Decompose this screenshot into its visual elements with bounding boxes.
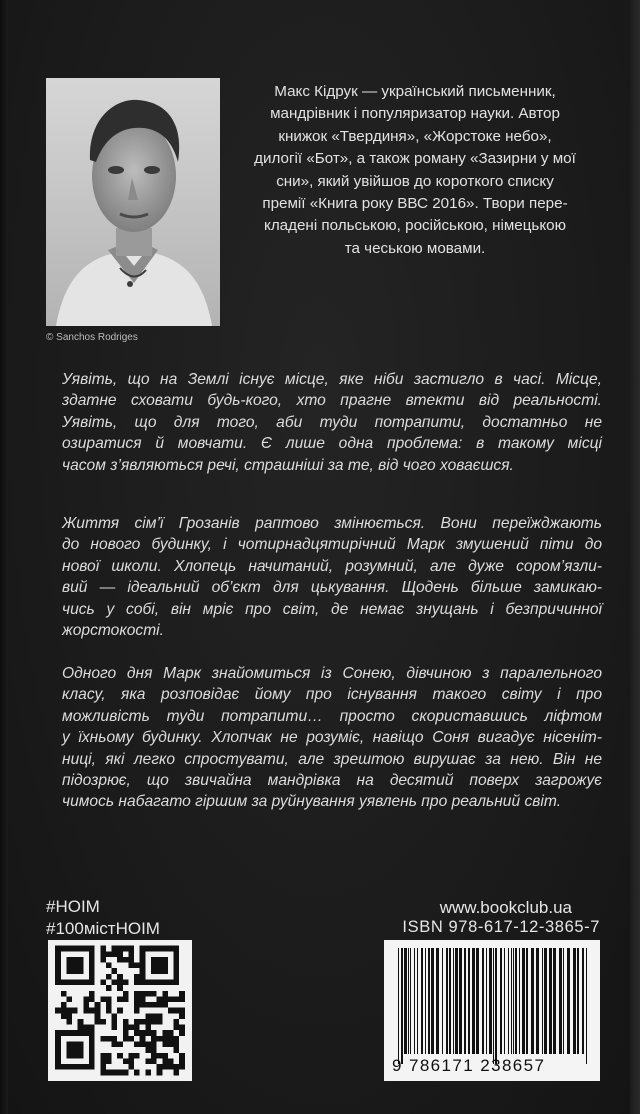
bio-line: Макс Кідрук — український письменник, xyxy=(274,83,556,100)
barcode-digits: 9 786171 238657 xyxy=(392,1056,546,1075)
blurb-line: нової школи. Хлопець начитаний, розумний, але дуже сором’язли- xyxy=(62,557,602,575)
hashtags xyxy=(46,896,160,940)
blurb-line: озиратися й мовчати. Є лише одна проблема: в такому місці xyxy=(62,435,602,453)
blurb-line: Уявіть, що для того, аби туди потрапити, достатньо не xyxy=(62,413,602,431)
blurb-line: часом з’являються речі, страшніші за те, від чого ховаєшся. xyxy=(62,456,514,474)
blurb-line: класу, яка розповідає йому про існування такого світу і про xyxy=(62,686,602,704)
author-photo xyxy=(46,78,220,326)
blurb-line: Одного дня Марк знайомиться із Сонею, дівчиною з паралельного xyxy=(62,665,602,682)
bio-line: сни», який увійшов до короткого списку xyxy=(276,172,554,190)
blurb-line: ниці, які легко спростувати, але зрештою вирушає за нею. Він не xyxy=(62,750,602,768)
blurb-line: вий — ідеальний об’єкт для цькування. Щодень більше замикаю- xyxy=(62,579,602,597)
blurb-line: чимось набагато гіршим за руйнування уявлень про реальний світ. xyxy=(62,793,562,811)
blurb-line: до нового будинку, і чотирнадцятирічний Марк змушений піти до xyxy=(62,536,602,554)
blurb-line: здатне сховати будь-кого, хто прагне втекти від реальності. xyxy=(62,392,602,410)
author-portrait-image xyxy=(46,78,220,326)
qr-code xyxy=(48,940,192,1081)
bio-line: премії «Книга року ВВС 2016». Твори пере- xyxy=(262,195,568,213)
blurb-line: у їхньому будинку. Хлопчак не розуміє, навіщо Соня вигадує нісеніт- xyxy=(62,729,602,747)
bio-line: та чеською мовами. xyxy=(344,239,486,257)
author-bio xyxy=(230,81,600,260)
isbn-number: ISBN 978-617-12-3865-7 xyxy=(402,918,600,936)
cover-edge-right xyxy=(630,0,640,1114)
blurb-line: чись у собі, він мріє про світ, де немає знущань і безпричинної xyxy=(62,600,602,618)
hashtag: #100містНОІМ xyxy=(46,919,160,938)
bio-line: кладені польською, російською, німецькою xyxy=(264,217,566,235)
blurb-paragraph-3 xyxy=(62,663,602,813)
cover-edge-left xyxy=(0,0,8,1114)
blurb-line: жорстокості. xyxy=(62,622,164,640)
blurb-paragraph-1 xyxy=(62,369,602,476)
bio-line: дилогії «Бот», а також роману «Зазирни у мої xyxy=(254,150,576,168)
blurb-line: Життя сім’ї Грозанів раптово змінюється. Вони переїжджають xyxy=(62,515,602,532)
publisher-website: www.bookclub.ua xyxy=(439,898,572,917)
qr-code-image xyxy=(48,940,192,1081)
photo-credit: © Sanchos Rodriges xyxy=(46,332,138,343)
hashtag: #НОІМ xyxy=(46,897,100,916)
blurb-paragraph-2 xyxy=(62,513,602,641)
blurb-line: Уявіть, що на Землі існує місце, яке ніби застигло в часі. Місце, xyxy=(62,371,602,388)
blurb-line: підозрює, що звичайна мандрівка на десятий поверх загрожує xyxy=(62,772,602,790)
blurb-line: можливість туди потрапити… просто скориставшись ліфтом xyxy=(62,707,602,725)
bio-line: мандрівник і популяризатор науки. Автор xyxy=(270,105,560,123)
bio-line: книжок «Твердиня», «Жорстоке небо», xyxy=(278,127,552,145)
